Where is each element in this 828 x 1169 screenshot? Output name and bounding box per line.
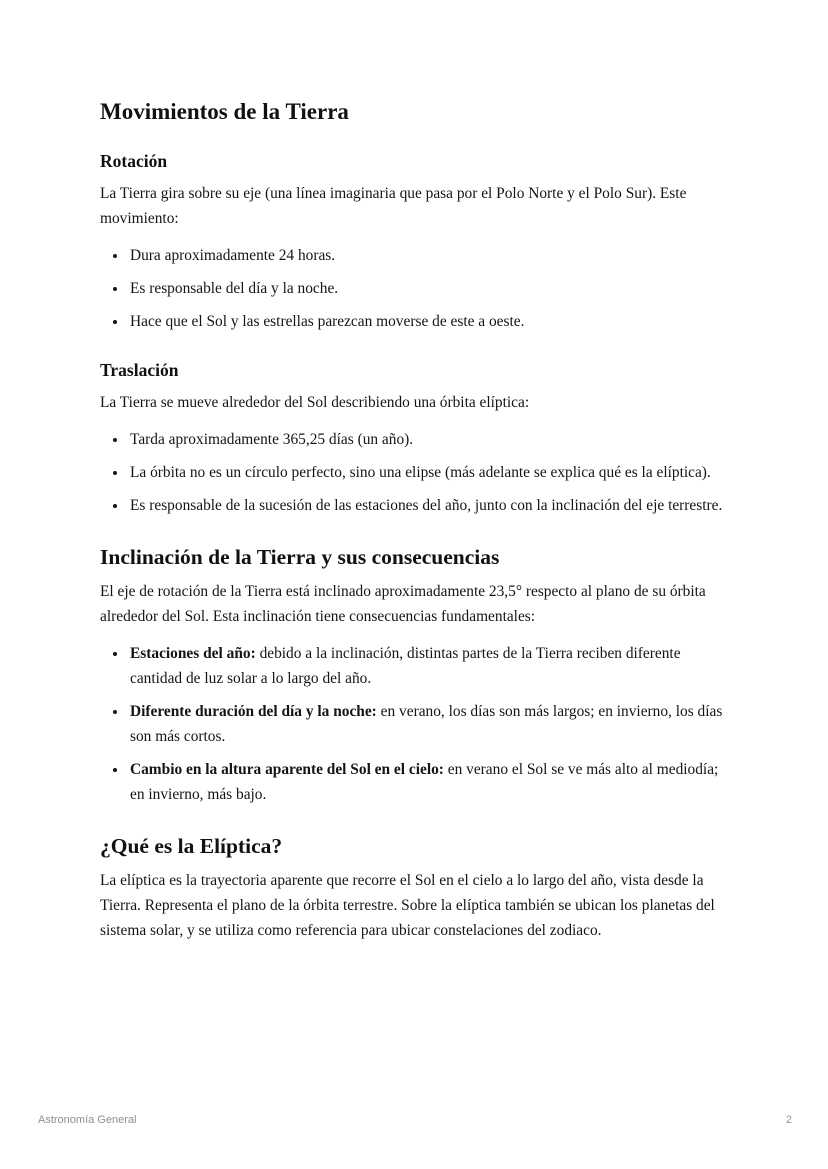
bullet-list [100,427,728,518]
list-item-text: Dura aproximadamente 24 horas. [130,247,336,264]
page-content [100,0,728,943]
list-item-text: en verano el Sol se ve más alto al mediodía; en invierno, más bajo. [130,761,719,803]
section-eliptica [100,833,728,943]
section-heading-inclinacion: Inclinación de la Tierra y sus consecuencias [100,545,500,569]
bullet-list [100,243,728,334]
list-item-text: Es responsable de la sucesión de las estaciones del año, junto con la inclinación del eje terrestre. [130,497,723,514]
footer-doc-title: Astronomía General [38,1114,137,1126]
section-intro: La Tierra gira sobre su eje (una línea imaginaria que pasa por el Polo Norte y el Polo Sur). Este movimiento: [100,185,687,227]
section-heading-traslacion: Traslación [100,360,179,380]
section-rotacion [100,151,728,334]
section-intro: La elíptica es la trayectoria aparente que recorre el Sol en el cielo a lo largo del año, vista desde la Tierra. Representa el plano de la órbita terrestre. Sobre la elíptica también se ubican los planetas del sistema solar, y se utiliza como referencia para ubicar constelaciones del zodiaco. [100,872,715,939]
list-item [128,493,728,518]
list-item [128,243,728,268]
list-item [128,309,728,334]
list-item [128,641,728,691]
list-item-text: Tarda aproximadamente 365,25 días (un año). [130,431,414,448]
section-heading-rotacion: Rotación [100,151,168,171]
list-item-lead: Diferente duración del día y la noche: [130,703,377,720]
section-intro: La Tierra se mueve alrededor del Sol describiendo una órbita elíptica: [100,394,530,411]
footer-page-number: 2 [785,1114,792,1126]
list-item-lead: Estaciones del año: [130,645,256,662]
page-title: Movimientos de la Tierra [100,99,349,124]
section-intro: El eje de rotación de la Tierra está inclinado aproximadamente 23,5° respecto al plano de su órbita alrededor del Sol. Esta inclinación tiene consecuencias fundamentales: [100,583,706,625]
list-item-text: Es responsable del día y la noche. [130,280,339,297]
list-item [128,427,728,452]
bullet-list [100,641,728,807]
list-item [128,460,728,485]
list-item-text: La órbita no es un círculo perfecto, sino una elipse (más adelante se explica qué es la elíptica). [130,464,711,481]
list-item-text: en verano, los días son más largos; en invierno, los días son más cortos. [130,703,723,745]
list-item [128,757,728,807]
list-item-lead: Cambio en la altura aparente del Sol en el cielo: [130,761,444,778]
section-heading-eliptica: ¿Qué es la Elíptica? [100,834,283,858]
list-item [128,699,728,749]
page-footer [38,1113,792,1127]
section-traslacion [100,360,728,518]
list-item-text: debido a la inclinación, distintas partes de la Tierra reciben diferente cantidad de luz solar a lo largo del año. [130,645,681,687]
list-item-text: Hace que el Sol y las estrellas parezcan moverse de este a oeste. [130,313,525,330]
list-item [128,276,728,301]
section-inclinacion [100,544,728,807]
